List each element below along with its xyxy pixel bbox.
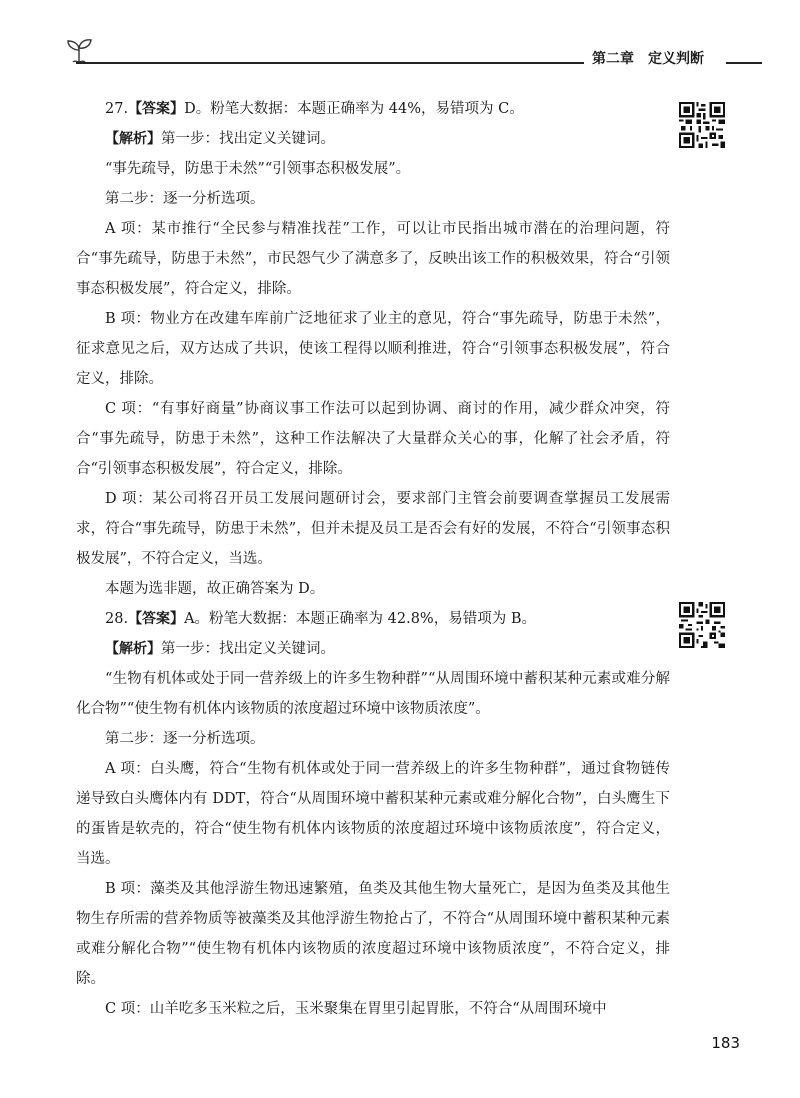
page-header [0, 0, 800, 80]
q27-answer [76, 94, 670, 124]
q27-step2: 第二步：逐一分析选项。 [105, 191, 265, 207]
q27-conclusion: 本题为选非题，故正确答案为 D。 [105, 581, 325, 597]
q27-keywords: “事先疏导，防患于未然”“引领事态积极发展”。 [105, 161, 411, 177]
chapter-heading [592, 48, 724, 68]
q28-step2: 第二步：逐一分析选项。 [105, 731, 265, 747]
header-rule [76, 62, 584, 64]
q27-number: 27. [105, 101, 129, 117]
header-rule-right [726, 62, 762, 64]
chapter-number: 第二章 [592, 51, 634, 67]
qr-code-icon[interactable] [679, 102, 725, 148]
chapter-title: 定义判断 [648, 51, 704, 67]
q27-step1: 第一步：找出定义关键词。 [161, 131, 335, 147]
page-body [76, 94, 670, 1024]
q28-answer [76, 604, 670, 634]
answer-label: 【答案】 [128, 611, 185, 627]
q27-analysis [76, 124, 670, 154]
q28-option-b: B 项：藻类及其他浮游生物迅速繁殖，鱼类及其他生物大量死亡，是因为鱼类及其他生物生存所需的营养物质等被藻类及其他浮游生物抢占了，不符合“从周围环境中蓄积某种元素或难分解化合物”“使生物有机体内该物质的浓度超过环境中该物质浓度”，不符合定义，排除。 [76, 881, 670, 987]
page-number: 183 [711, 1034, 740, 1052]
q28-option-c: C 项：山羊吃多玉米粒之后，玉米聚集在胃里引起胃胀，不符合“从周围环境中 [105, 1001, 607, 1017]
analysis-label: 【解析】 [105, 131, 161, 147]
analysis-label: 【解析】 [105, 641, 161, 657]
sprout-icon [64, 36, 94, 64]
q28-step1: 第一步：找出定义关键词。 [161, 641, 335, 657]
q27-option-a: A 项：某市推行“全民参与精准找茬”工作，可以让市民指出城市潜在的治理问题，符合“事先疏导，防患于未然”，市民怨气少了满意多了，反映出该工作的积极效果，符合“引领事态积极发展”，符合定义，排除。 [76, 221, 670, 297]
q28-option-a: A 项：白头鹰，符合“生物有机体或处于同一营养级上的许多生物种群”，通过食物链传递导致白头鹰体内有 DDT，符合“从周围环境中蓄积某种元素或难分解化合物”，白头鹰生下的蛋皆是软壳的，符合“使生物有机体内该物质的浓度超过环境中该物质浓度”，符合定义，当选。 [76, 761, 670, 867]
qr-code-icon[interactable] [679, 602, 725, 648]
q27-option-c: C 项：“有事好商量”协商议事工作法可以起到协调、商讨的作用，减少群众冲突，符合“事先疏导，防患于未然”，这种工作法解决了大量群众关心的事，化解了社会矛盾，符合“引领事态积极发展”，符合定义，排除。 [76, 401, 670, 477]
q27-option-b: B 项：物业方在改建车库前广泛地征求了业主的意见，符合“事先疏导，防患于未然”，征求意见之后，双方达成了共识，使该工程得以顺利推进，符合“引领事态积极发展”，符合定义，排除。 [76, 311, 670, 387]
answer-label: 【答案】 [128, 101, 185, 117]
q27-answer-text: D。粉笔大数据：本题正确率为 44%，易错项为 C。 [184, 101, 524, 117]
q27-option-d: D 项：某公司将召开员工发展问题研讨会，要求部门主管会前要调查掌握员工发展需求，符合“事先疏导，防患于未然”，但并未提及员工是否会有好的发展，不符合“引领事态积极发展”，不符合定义，当选。 [76, 491, 670, 567]
q28-answer-text: A。粉笔大数据：本题正确率为 42.8%，易错项为 B。 [184, 611, 536, 627]
q28-analysis [76, 634, 670, 664]
q28-number: 28. [105, 611, 129, 627]
q28-keywords: “生物有机体或处于同一营养级上的许多生物种群”“从周围环境中蓄积某种元素或难分解化合物”“使生物有机体内该物质的浓度超过环境中该物质浓度”。 [76, 671, 670, 717]
